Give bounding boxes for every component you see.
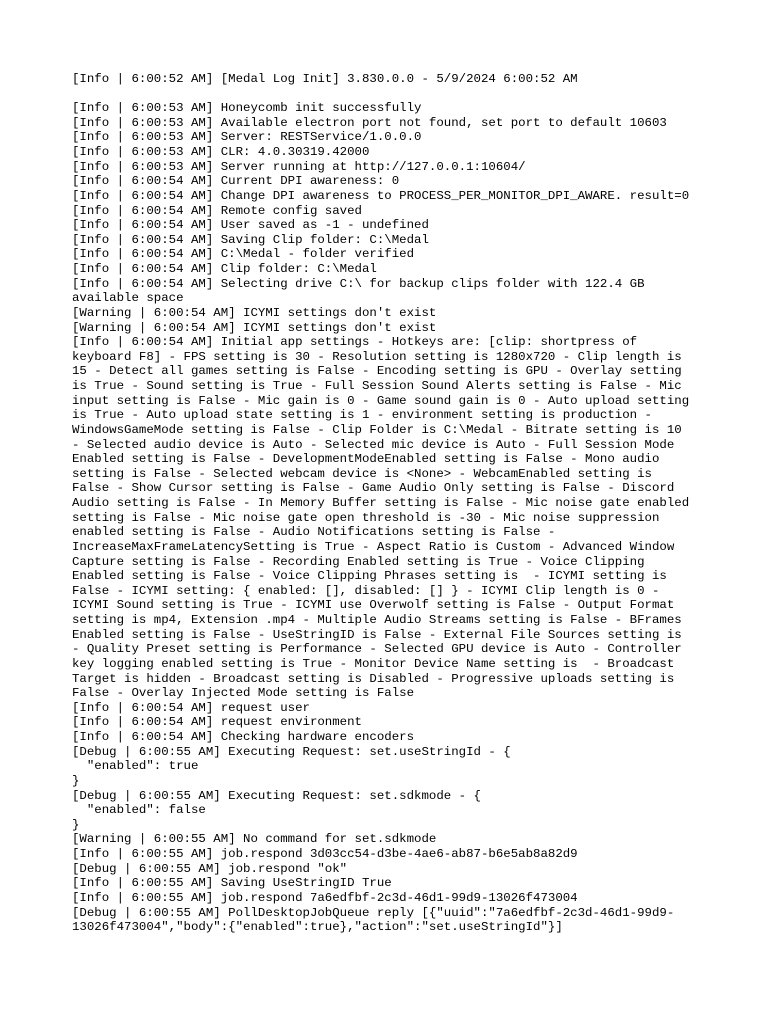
log-line: False - ICYMI setting: { enabled: [], disabled: [] } - ICYMI Clip length is 0 - <box>72 583 660 598</box>
log-line: [Info | 6:00:54 AM] Selecting drive C:\ for backup clips folder with 122.4 GB <box>72 276 645 291</box>
log-line: [Info | 6:00:53 AM] Server running at http://127.0.0.1:10604/ <box>72 159 526 174</box>
log-line: Capture setting is False - Recording Enabled setting is True - Voice Clipping <box>72 554 645 569</box>
log-line: key logging enabled setting is True - Monitor Device Name setting is - Broadcast <box>72 656 675 671</box>
log-line: Enabled setting is False - Voice Clipping Phrases setting is - ICYMI setting is <box>72 569 667 584</box>
log-line: [Info | 6:00:55 AM] job.respond 7a6edfbf-2c3d-46d1-99d9-13026f473004 <box>72 890 578 905</box>
log-line: [Info | 6:00:54 AM] Change DPI awareness to PROCESS_PER_MONITOR_DPI_AWARE. result=0 <box>72 188 690 203</box>
log-line: [Debug | 6:00:55 AM] job.respond "ok" <box>72 861 348 876</box>
log-line: WindowsGameMode setting is False - Clip Folder is C:\Medal - Bitrate setting is 10 <box>72 422 682 437</box>
log-line: [Info | 6:00:53 AM] CLR: 4.0.30319.42000 <box>72 145 370 160</box>
log-line: [Info | 6:00:53 AM] Server: RESTService/1.0.0.0 <box>72 130 422 145</box>
log-line: - Quality Preset setting is Performance - Selected GPU device is Auto - Controller <box>72 642 682 657</box>
log-body <box>72 101 712 935</box>
log-line: [Warning | 6:00:55 AM] No command for set.sdkmode <box>72 832 437 847</box>
log-line: [Info | 6:00:55 AM] job.respond 3d03cc54-d3be-4ae6-ab87-b6e5ab8a82d9 <box>72 847 578 862</box>
log-line: 13026f473004","body":{"enabled":true},"action":"set.useStringId"}] <box>72 920 563 935</box>
log-line: } <box>72 773 80 788</box>
log-line: [Debug | 6:00:55 AM] Executing Request: set.sdkmode - { <box>72 788 481 803</box>
log-line: [Info | 6:00:54 AM] request user <box>72 700 310 715</box>
log-document <box>72 72 712 935</box>
log-line: Audio setting is False - In Memory Buffer setting is False - Mic noise gate enabled <box>72 496 690 511</box>
log-line: } <box>72 817 80 832</box>
log-line: 15 - Detect all games setting is False - Encoding setting is GPU - Overlay setting <box>72 364 682 379</box>
log-line: [Warning | 6:00:54 AM] ICYMI settings don't exist <box>72 320 437 335</box>
log-line: [Warning | 6:00:54 AM] ICYMI settings don't exist <box>72 305 437 320</box>
log-line: [Info | 6:00:54 AM] C:\Medal - folder verified <box>72 247 415 262</box>
log-line: setting is False - Selected webcam device is <None> - WebcamEnabled setting is <box>72 466 652 481</box>
log-line: available space <box>72 291 184 306</box>
log-line: [Info | 6:00:54 AM] request environment <box>72 715 362 730</box>
log-line: setting is mp4, Extension .mp4 - Multiple Audio Streams setting is False - BFrames <box>72 613 682 628</box>
log-line: input setting is False - Mic gain is 0 - Game sound gain is 0 - Auto upload setting <box>72 393 690 408</box>
log-line: is True - Auto upload state setting is 1 - environment setting is production - <box>72 408 652 423</box>
log-line: Enabled setting is False - DevelopmentModeEnabled setting is False - Mono audio <box>72 452 660 467</box>
log-line: [Debug | 6:00:55 AM] PollDesktopJobQueue reply [{"uuid":"7a6edfbf-2c3d-46d1-99d9- <box>72 905 675 920</box>
log-line: [Debug | 6:00:55 AM] Executing Request: set.useStringId - { <box>72 744 511 759</box>
log-line: [Info | 6:00:53 AM] Available electron port not found, set port to default 10603 <box>72 115 667 130</box>
log-line: [Info | 6:00:53 AM] Honeycomb init successfully <box>72 101 422 116</box>
log-line: keyboard F8] - FPS setting is 30 - Resolution setting is 1280x720 - Clip length is <box>72 349 682 364</box>
log-line: False - Show Cursor setting is False - Game Audio Only setting is False - Discord <box>72 481 675 496</box>
log-line: False - Overlay Injected Mode setting is False <box>72 686 415 701</box>
log-line: ICYMI Sound setting is True - ICYMI use Overwolf setting is False - Output Format <box>72 598 675 613</box>
log-line: [Info | 6:00:54 AM] Initial app settings - Hotkeys are: [clip: shortpress of <box>72 335 638 350</box>
log-init-header: [Info | 6:00:52 AM] [Medal Log Init] 3.830.0.0 - 5/9/2024 6:00:52 AM <box>72 72 578 86</box>
log-line: [Info | 6:00:54 AM] Checking hardware encoders <box>72 730 415 745</box>
log-line: [Info | 6:00:54 AM] Clip folder: C:\Medal <box>72 262 377 277</box>
log-line: [Info | 6:00:55 AM] Saving UseStringID True <box>72 876 392 891</box>
log-line: "enabled": true <box>72 759 199 774</box>
log-line: setting is False - Mic noise gate open threshold is -30 - Mic noise suppression <box>72 510 660 525</box>
log-line: [Info | 6:00:54 AM] Remote config saved <box>72 203 362 218</box>
log-line: Target is hidden - Broadcast setting is Disabled - Progressive uploads setting is <box>72 671 675 686</box>
log-line: enabled setting is False - Audio Notifications setting is False - <box>72 525 556 540</box>
log-line: [Info | 6:00:54 AM] Saving Clip folder: C:\Medal <box>72 232 429 247</box>
log-line: "enabled": false <box>72 803 206 818</box>
log-line: [Info | 6:00:54 AM] User saved as -1 - undefined <box>72 218 429 233</box>
log-line: - Selected audio device is Auto - Selected mic device is Auto - Full Session Mode <box>72 437 675 452</box>
log-line: Enabled setting is False - UseStringID is False - External File Sources setting is <box>72 627 682 642</box>
log-line: IncreaseMaxFrameLatencySetting is True - Aspect Ratio is Custom - Advanced Window <box>72 539 675 554</box>
log-line: is True - Sound setting is True - Full Session Sound Alerts setting is False - Mic <box>72 379 682 394</box>
log-line: [Info | 6:00:54 AM] Current DPI awareness: 0 <box>72 174 400 189</box>
